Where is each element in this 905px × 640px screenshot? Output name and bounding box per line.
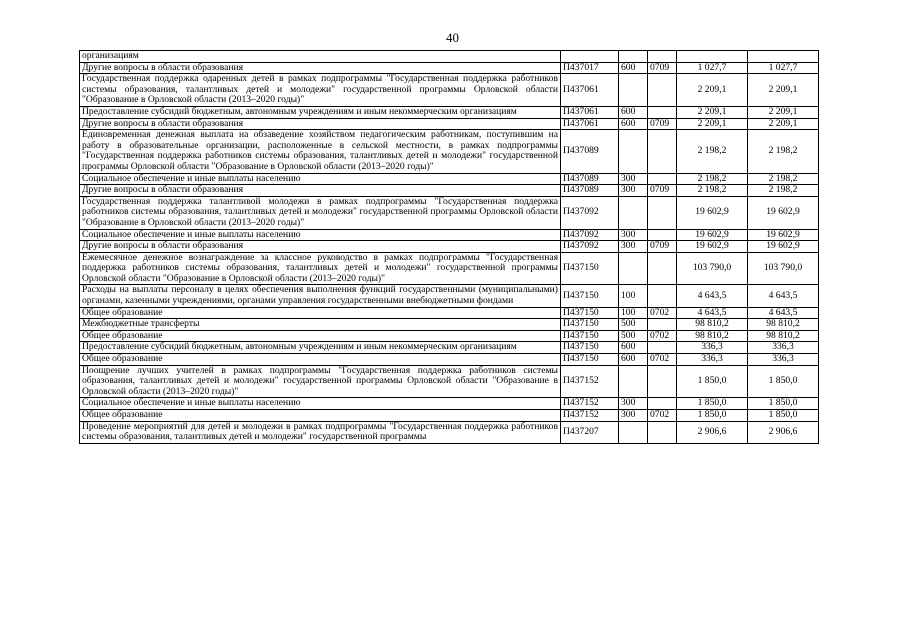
row-amount-1: 19 602,9 — [677, 229, 748, 241]
row-section-code: 0709 — [648, 241, 677, 253]
row-amount-2 — [748, 51, 819, 63]
row-name: организациям — [80, 51, 561, 63]
row-name: Государственная поддержка талантливой молодежи в рамках подпрограммы "Государственная поддержка работников системы образования, талантливых детей и молодежи" государственной программы Орловской области "Образование в Орловской области (2013–2020 годы)" — [80, 196, 561, 229]
row-name: Другие вопросы в области образования — [80, 62, 561, 74]
row-amount-2: 98 810,2 — [748, 330, 819, 342]
row-expense-type — [619, 74, 648, 107]
row-expense-type: 300 — [619, 173, 648, 185]
row-amount-1: 2 209,1 — [677, 74, 748, 107]
budget-table-body — [80, 51, 819, 444]
row-section-code — [648, 342, 677, 354]
row-expense-type: 300 — [619, 410, 648, 422]
table-row — [80, 252, 819, 285]
row-amount-2: 19 602,9 — [748, 196, 819, 229]
row-target-code: П437089 — [561, 130, 619, 173]
row-amount-2: 103 790,0 — [748, 252, 819, 285]
table-row — [80, 196, 819, 229]
row-target-code: П437152 — [561, 410, 619, 422]
row-amount-2: 1 850,0 — [748, 365, 819, 398]
row-amount-2: 2 209,1 — [748, 74, 819, 107]
table-row — [80, 74, 819, 107]
row-amount-2: 1 850,0 — [748, 410, 819, 422]
row-expense-type: 100 — [619, 285, 648, 307]
row-expense-type: 300 — [619, 229, 648, 241]
row-amount-1: 1 850,0 — [677, 365, 748, 398]
row-name: Предоставление субсидий бюджетным, автономным учреждениям и иным некоммерческим организациям — [80, 106, 561, 118]
row-expense-type: 500 — [619, 319, 648, 331]
row-name: Межбюджетные трансферты — [80, 319, 561, 331]
row-amount-1: 4 643,5 — [677, 285, 748, 307]
row-amount-1: 1 027,7 — [677, 62, 748, 74]
row-amount-2: 19 602,9 — [748, 241, 819, 253]
row-target-code: П437150 — [561, 330, 619, 342]
row-section-code: 0709 — [648, 185, 677, 197]
row-target-code: П437207 — [561, 421, 619, 443]
row-section-code — [648, 51, 677, 63]
row-amount-1: 1 850,0 — [677, 398, 748, 410]
row-section-code: 0709 — [648, 118, 677, 130]
row-expense-type: 100 — [619, 307, 648, 319]
row-amount-2: 2 209,1 — [748, 118, 819, 130]
row-target-code: П437061 — [561, 74, 619, 107]
row-name: Другие вопросы в области образования — [80, 241, 561, 253]
row-section-code — [648, 252, 677, 285]
row-name: Общее образование — [80, 354, 561, 366]
row-target-code: П437150 — [561, 319, 619, 331]
row-name: Общее образование — [80, 410, 561, 422]
row-target-code: П437061 — [561, 106, 619, 118]
row-section-code: 0702 — [648, 354, 677, 366]
table-row — [80, 118, 819, 130]
row-amount-1: 2 198,2 — [677, 130, 748, 173]
row-amount-2: 1 027,7 — [748, 62, 819, 74]
row-section-code — [648, 285, 677, 307]
row-amount-1: 19 602,9 — [677, 241, 748, 253]
table-row — [80, 342, 819, 354]
row-section-code — [648, 365, 677, 398]
row-amount-2: 2 198,2 — [748, 130, 819, 173]
page-number: 40 — [446, 30, 459, 45]
row-section-code: 0702 — [648, 410, 677, 422]
row-target-code: П437017 — [561, 62, 619, 74]
row-section-code — [648, 173, 677, 185]
row-target-code: П437152 — [561, 398, 619, 410]
row-section-code — [648, 74, 677, 107]
row-amount-1: 2 906,6 — [677, 421, 748, 443]
table-row — [80, 365, 819, 398]
row-target-code: П437150 — [561, 354, 619, 366]
table-row — [80, 285, 819, 307]
row-name: Общее образование — [80, 307, 561, 319]
row-amount-2: 2 209,1 — [748, 106, 819, 118]
row-name: Предоставление субсидий бюджетным, автономным учреждениям и иным некоммерческим организациям — [80, 342, 561, 354]
row-amount-1: 2 209,1 — [677, 118, 748, 130]
table-row — [80, 319, 819, 331]
table-row — [80, 185, 819, 197]
row-section-code: 0702 — [648, 330, 677, 342]
row-amount-2: 336,3 — [748, 342, 819, 354]
row-target-code: П437092 — [561, 229, 619, 241]
row-name: Другие вопросы в области образования — [80, 185, 561, 197]
row-amount-1: 103 790,0 — [677, 252, 748, 285]
row-name: Социальное обеспечение и иные выплаты населению — [80, 229, 561, 241]
table-row — [80, 354, 819, 366]
row-name: Проведение мероприятий для детей и молодежи в рамках подпрограммы "Государственная поддержка работников системы образования, талантливых детей и молодежи" государственной программы — [80, 421, 561, 443]
table-row — [80, 130, 819, 173]
table-row — [80, 307, 819, 319]
row-expense-type — [619, 130, 648, 173]
row-amount-1 — [677, 51, 748, 63]
row-name: Социальное обеспечение и иные выплаты населению — [80, 398, 561, 410]
row-amount-1: 98 810,2 — [677, 319, 748, 331]
row-expense-type: 500 — [619, 330, 648, 342]
row-amount-2: 2 906,6 — [748, 421, 819, 443]
row-expense-type: 300 — [619, 398, 648, 410]
table-row — [80, 173, 819, 185]
table-row — [80, 421, 819, 443]
row-section-code — [648, 130, 677, 173]
row-name: Государственная поддержка одаренных детей в рамках подпрограммы "Государственная поддержка работников системы образования, талантливых детей и молодежи" государственной программы Орловской области "Образование в Орловской области (2013–2020 годы)" — [80, 74, 561, 107]
row-amount-2: 98 810,2 — [748, 319, 819, 331]
row-section-code — [648, 421, 677, 443]
row-name: Поощрение лучших учителей в рамках подпрограммы "Государственная поддержка работников системы образования, талантливых детей и молодежи" государственной программы Орловской области "Образование в Орловской области (2013–2020 годы)" — [80, 365, 561, 398]
table-row — [80, 62, 819, 74]
row-target-code: П437150 — [561, 285, 619, 307]
row-amount-2: 19 602,9 — [748, 229, 819, 241]
row-section-code — [648, 229, 677, 241]
row-amount-2: 1 850,0 — [748, 398, 819, 410]
row-amount-1: 336,3 — [677, 354, 748, 366]
row-amount-1: 4 643,5 — [677, 307, 748, 319]
row-amount-1: 336,3 — [677, 342, 748, 354]
row-amount-2: 336,3 — [748, 354, 819, 366]
row-expense-type — [619, 365, 648, 398]
row-target-code: П437150 — [561, 342, 619, 354]
row-name: Другие вопросы в области образования — [80, 118, 561, 130]
row-amount-1: 98 810,2 — [677, 330, 748, 342]
row-name: Расходы на выплаты персоналу в целях обеспечения выполнения функций государственными (муниципальными) органами, казенными учреждениями, органами управления государственными внебюджетными фондами — [80, 285, 561, 307]
table-row — [80, 330, 819, 342]
row-target-code: П437152 — [561, 365, 619, 398]
row-amount-1: 2 209,1 — [677, 106, 748, 118]
table-row — [80, 229, 819, 241]
row-section-code — [648, 106, 677, 118]
table-row — [80, 106, 819, 118]
row-expense-type — [619, 252, 648, 285]
row-section-code — [648, 319, 677, 331]
row-expense-type: 600 — [619, 342, 648, 354]
row-name: Единовременная денежная выплата на обзаведение хозяйством педагогическим работникам, поступившим на работу в образовательные организации, расположенные в сельской местности, в рамках подпрограммы "Государственная поддержка работников системы образования, талантливых детей и молодежи" государственной программы Орловской области "Образование в Орловской области (2013–2020 годы)" — [80, 130, 561, 173]
row-target-code: П437150 — [561, 307, 619, 319]
table-row — [80, 398, 819, 410]
row-target-code: П437092 — [561, 196, 619, 229]
row-expense-type — [619, 51, 648, 63]
budget-table — [79, 50, 819, 444]
row-expense-type: 300 — [619, 241, 648, 253]
row-amount-1: 2 198,2 — [677, 185, 748, 197]
row-amount-2: 4 643,5 — [748, 285, 819, 307]
row-amount-1: 1 850,0 — [677, 410, 748, 422]
row-section-code — [648, 196, 677, 229]
row-expense-type: 600 — [619, 62, 648, 74]
row-expense-type: 600 — [619, 106, 648, 118]
row-target-code — [561, 51, 619, 63]
row-amount-2: 2 198,2 — [748, 173, 819, 185]
row-amount-1: 2 198,2 — [677, 173, 748, 185]
row-expense-type — [619, 421, 648, 443]
row-section-code: 0702 — [648, 307, 677, 319]
row-target-code: П437150 — [561, 252, 619, 285]
table-row — [80, 410, 819, 422]
row-amount-2: 4 643,5 — [748, 307, 819, 319]
row-amount-1: 19 602,9 — [677, 196, 748, 229]
row-expense-type — [619, 196, 648, 229]
row-name: Ежемесячное денежное вознаграждение за классное руководство в рамках подпрограммы "Государственная поддержка работников системы образования, талантливых детей и молодежи" государственной программы Орловской области "Образование в Орловской области (2013–2020 годы)" — [80, 252, 561, 285]
row-target-code: П437061 — [561, 118, 619, 130]
row-target-code: П437089 — [561, 185, 619, 197]
row-amount-2: 2 198,2 — [748, 185, 819, 197]
row-section-code: 0709 — [648, 62, 677, 74]
table-row — [80, 241, 819, 253]
row-expense-type: 300 — [619, 185, 648, 197]
row-target-code: П437092 — [561, 241, 619, 253]
row-target-code: П437089 — [561, 173, 619, 185]
row-expense-type: 600 — [619, 354, 648, 366]
row-section-code — [648, 398, 677, 410]
row-name: Общее образование — [80, 330, 561, 342]
row-name: Социальное обеспечение и иные выплаты населению — [80, 173, 561, 185]
table-row — [80, 51, 819, 63]
row-expense-type: 600 — [619, 118, 648, 130]
